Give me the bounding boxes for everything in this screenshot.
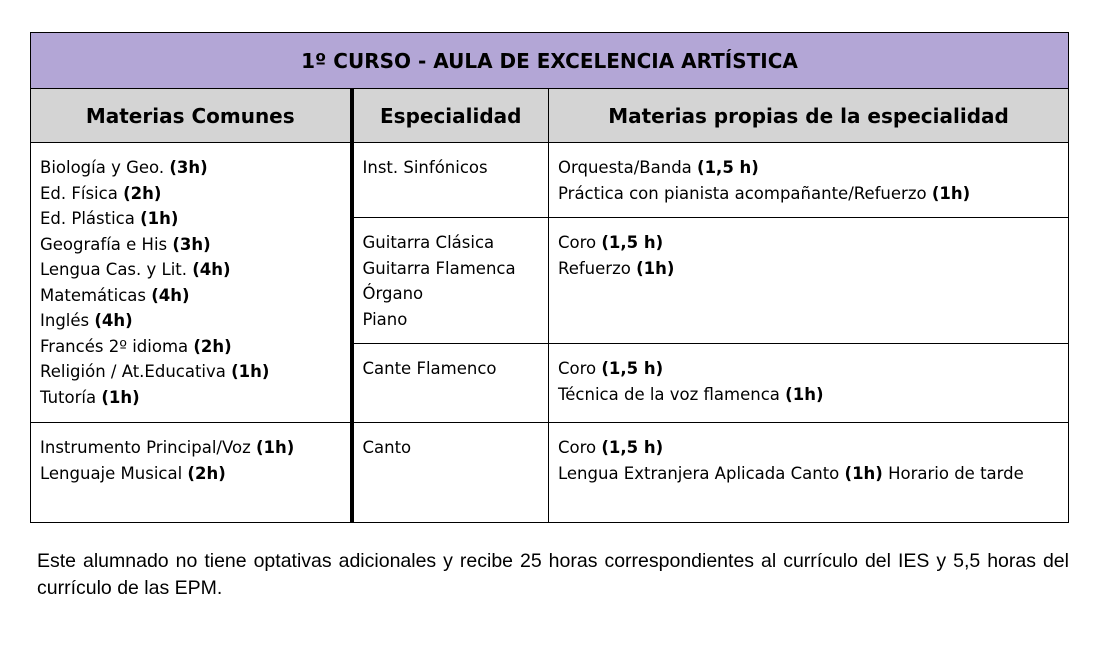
speciality-subject-item xyxy=(558,356,1068,382)
subject-name: Ed. Física xyxy=(40,183,124,203)
subject-hours: (4h) xyxy=(94,311,133,330)
subject-hours: (4h) xyxy=(192,260,231,279)
speciality-cell xyxy=(352,423,549,523)
speciality-cell xyxy=(352,344,549,423)
subject-name: Lengua Extranjera Aplicada Canto xyxy=(558,463,845,483)
speciality-subject-item xyxy=(558,155,1068,181)
music-subjects-list xyxy=(40,435,350,486)
speciality-subject-item xyxy=(558,461,1068,487)
speciality-name: Canto xyxy=(362,438,412,457)
speciality-subjects xyxy=(558,435,1068,486)
common-subject-item xyxy=(40,385,350,411)
common-subject-item xyxy=(40,257,350,283)
subject-name: Práctica con pianista acompañante/Refuerzo xyxy=(558,183,932,203)
subject-name: Orquesta/Banda xyxy=(558,158,698,177)
subject-hours: (1,5 h) xyxy=(601,359,664,378)
subject-hours: (1h) xyxy=(140,209,179,228)
music-subjects-cell xyxy=(31,423,352,523)
header-materias-comunes: Materias Comunes xyxy=(31,89,352,143)
speciality-subject-item xyxy=(558,230,1068,256)
subject-hours: (2h) xyxy=(123,183,162,203)
subject-hours: (3h) xyxy=(169,158,208,177)
speciality-cell xyxy=(352,218,549,344)
speciality-subject-item xyxy=(558,435,1068,461)
speciality-names xyxy=(363,435,549,461)
common-subject-item xyxy=(40,283,350,309)
subject-hours: (4h) xyxy=(151,285,190,305)
header-materias-propias: Materias propias de la especialidad xyxy=(549,89,1069,143)
subject-hours: (1,5 h) xyxy=(601,233,664,252)
table-title: 1º CURSO - AULA DE EXCELENCIA ARTÍSTICA xyxy=(31,33,1069,89)
speciality-subjects-cell xyxy=(549,423,1069,523)
subject-name: Matemáticas xyxy=(40,285,152,305)
subject-hours: (1h) xyxy=(931,183,971,203)
subject-hours: (1h) xyxy=(101,387,140,407)
common-subject-item xyxy=(40,155,350,181)
subject-hours: (1h) xyxy=(636,258,675,278)
header-especialidad: Especialidad xyxy=(352,89,549,143)
subject-name: Ed. Plástica xyxy=(40,209,141,228)
subject-name: Tutoría xyxy=(40,387,102,407)
speciality-cell xyxy=(352,143,549,218)
subject-note: Horario de tarde xyxy=(882,463,1024,483)
speciality-subject-item xyxy=(558,256,1068,282)
subject-name: Biología y Geo. xyxy=(40,158,170,177)
subject-name: Lengua Cas. y Lit. xyxy=(40,260,193,279)
music-subject-item xyxy=(40,461,350,487)
subject-name: Religión / At.Educativa xyxy=(40,362,232,381)
speciality-name: Órgano xyxy=(362,284,424,303)
speciality-names xyxy=(363,155,549,181)
speciality-subjects-cell xyxy=(549,344,1069,423)
subject-hours: (1h) xyxy=(256,438,295,457)
subject-name: Geografía e His xyxy=(40,234,173,254)
speciality-subjects-cell xyxy=(549,143,1069,218)
subject-name: Coro xyxy=(558,359,602,378)
subject-hours: (2h) xyxy=(193,336,232,356)
speciality-name: Guitarra Flamenca xyxy=(362,258,516,278)
speciality-subject-item xyxy=(558,181,1068,207)
subject-name: Francés 2º idioma xyxy=(40,336,194,356)
subject-name: Coro xyxy=(558,233,602,252)
subject-hours: (1,5 h) xyxy=(697,158,759,177)
subject-hours: (1,5 h) xyxy=(601,438,664,457)
subject-name: Refuerzo xyxy=(558,258,637,278)
speciality-name: Inst. Sinfónicos xyxy=(362,158,488,177)
subject-name: Coro xyxy=(558,438,602,457)
speciality-subjects xyxy=(558,155,1068,206)
subject-hours: (1h) xyxy=(785,384,824,404)
subject-name: Inglés xyxy=(40,311,95,330)
common-subjects-cell xyxy=(31,143,352,423)
speciality-names xyxy=(363,230,549,332)
speciality-name: Piano xyxy=(362,309,408,329)
speciality-name: Guitarra Clásica xyxy=(362,233,495,252)
curriculum-table xyxy=(30,32,1069,523)
common-subject-item xyxy=(40,206,350,232)
speciality-subjects xyxy=(558,356,1068,407)
subject-hours: (1h) xyxy=(231,362,270,381)
subject-name: Técnica de la voz flamenca xyxy=(558,384,786,404)
common-subject-item xyxy=(40,359,350,385)
subject-hours: (3h) xyxy=(172,234,211,254)
common-subject-item xyxy=(40,334,350,360)
common-subjects-list xyxy=(40,155,350,410)
common-subject-item xyxy=(40,181,350,207)
footnote-text: Este alumnado no tiene optativas adicionales y recibe 25 horas correspondientes al currículo del IES y 5,5 horas del currículo de las EPM. xyxy=(37,550,1069,599)
subject-hours: (2h) xyxy=(187,463,226,483)
speciality-subjects-cell xyxy=(549,218,1069,344)
subject-hours: (1h) xyxy=(844,463,883,483)
subject-name: Instrumento Principal/Voz xyxy=(40,438,256,457)
speciality-names xyxy=(363,356,549,382)
speciality-subject-item xyxy=(558,382,1068,408)
common-subject-item xyxy=(40,232,350,258)
music-subject-item xyxy=(40,435,350,461)
speciality-name: Cante Flamenco xyxy=(362,359,497,378)
common-subject-item xyxy=(40,308,350,334)
subject-name: Lenguaje Musical xyxy=(40,463,188,483)
speciality-subjects xyxy=(558,230,1068,281)
